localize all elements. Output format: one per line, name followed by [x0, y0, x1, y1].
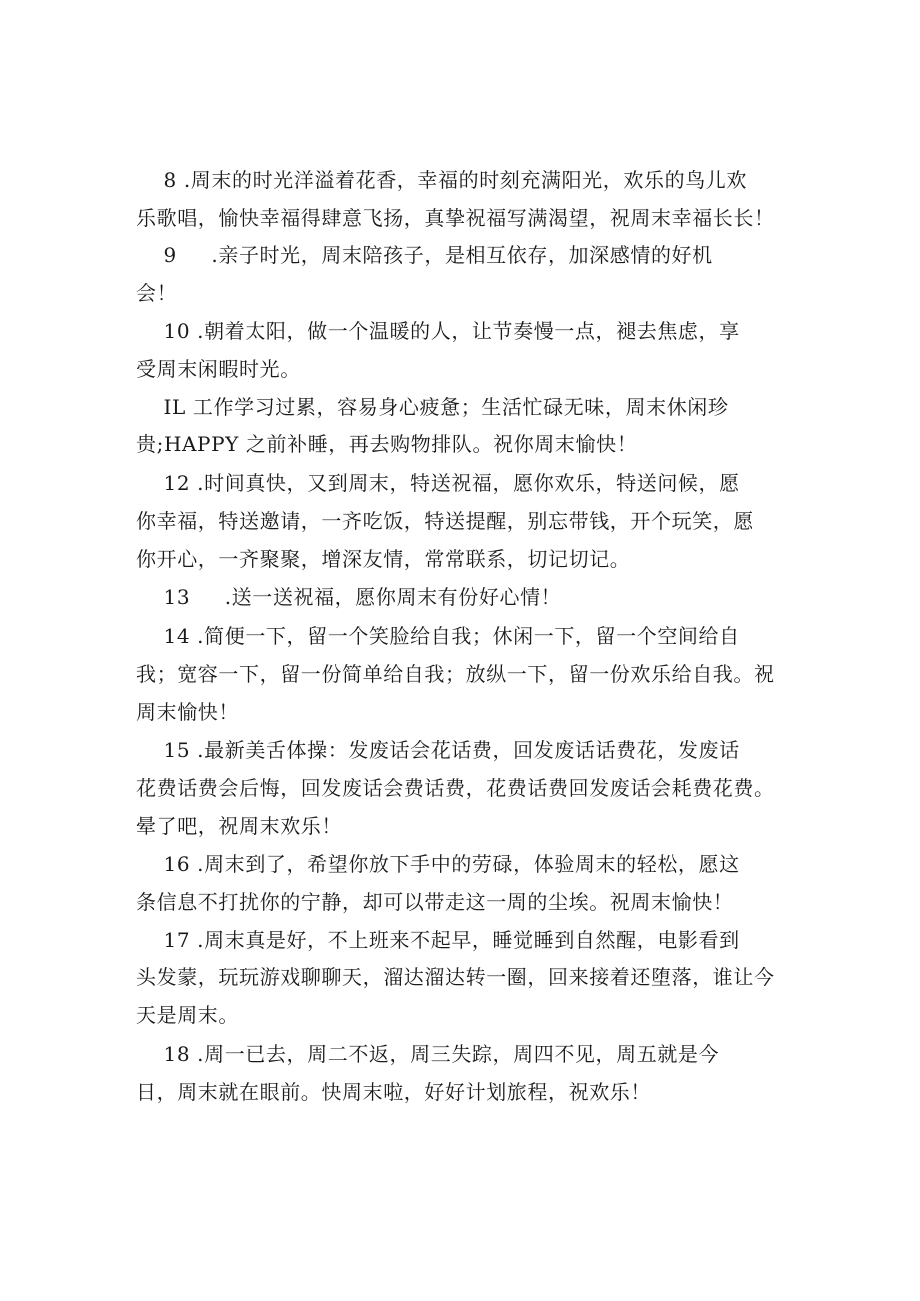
text-line: 8 .周末的时光洋溢着花香，幸福的时刻充满阳光，欢乐的鸟儿欢: [136, 168, 747, 192]
text-line: 头发蒙，玩玩游戏聊聊天，溜达溜达转一圈，回来接着还堕落，谁让今: [136, 965, 775, 989]
text-line: 13 .送一送祝福，愿你周末有份好心情！: [136, 585, 562, 609]
text-line: 18 .周一已去，周二不返，周三失踪，周四不见，周五就是今: [136, 1042, 720, 1066]
text-line: 晕了吧，祝周末欢乐！: [136, 814, 342, 838]
text-line: 会！: [136, 281, 178, 305]
text-line: 受周末闲暇时光。: [136, 357, 301, 381]
text-line: 17 .周末真是好，不上班来不起早，睡觉睡到自然醒，电影看到: [136, 928, 740, 952]
text-line: 我；宽容一下，留一份简单给自我；放纵一下，留一份欢乐给自我。祝: [136, 662, 775, 686]
text-line: 贵;HAPPY 之前补睡，再去购物排队。祝你周末愉快！: [136, 432, 638, 456]
text-line: 10 .朝着太阳，做一个温暖的人，让节奏慢一点，褪去焦虑，享: [136, 319, 740, 343]
text-line: 12 .时间真快，又到周末，特送祝福，愿你欢乐，特送问候，愿: [136, 471, 740, 495]
text-line: 周末愉快！: [136, 700, 239, 724]
text-line: 花费话费会后悔，回发废话会费话费，花费话费回发废话会耗费花费。: [136, 776, 775, 800]
text-line: 15 .最新美舌体操：发废话会花话费，回发废话话费花，发废话: [136, 738, 740, 762]
text-line: 你幸福，特送邀请，一齐吃饭，特送提醒，别忘带钱，开个玩笑，愿: [136, 509, 754, 533]
text-line: 条信息不打扰你的宁静，却可以带走这一周的尘埃。祝周末愉快！: [136, 890, 734, 914]
text-line: IL 工作学习过累，容易身心疲惫；生活忙碌无味，周末休闲珍: [136, 395, 729, 419]
text-line: 你开心，一齐聚聚，增深友情，常常联系，切记切记。: [136, 547, 631, 571]
text-line: 日，周末就在眼前。快周末啦，好好计划旅程，祝欢乐！: [136, 1080, 651, 1104]
text-line: 天是周末。: [136, 1003, 239, 1027]
text-line: 乐歌唱，愉快幸福得肆意飞扬，真挚祝福写满渴望，祝周末幸福长长！: [136, 206, 775, 230]
text-line: 14 .简便一下，留一个笑脸给自我；休闲一下，留一个空间给自: [136, 624, 740, 648]
text-line: 16 .周末到了，希望你放下手中的劳碌，体验周末的轻松，愿这: [136, 852, 740, 876]
text-line: 9 .亲子时光，周末陪孩子，是相互依存，加深感情的好机: [136, 243, 713, 267]
